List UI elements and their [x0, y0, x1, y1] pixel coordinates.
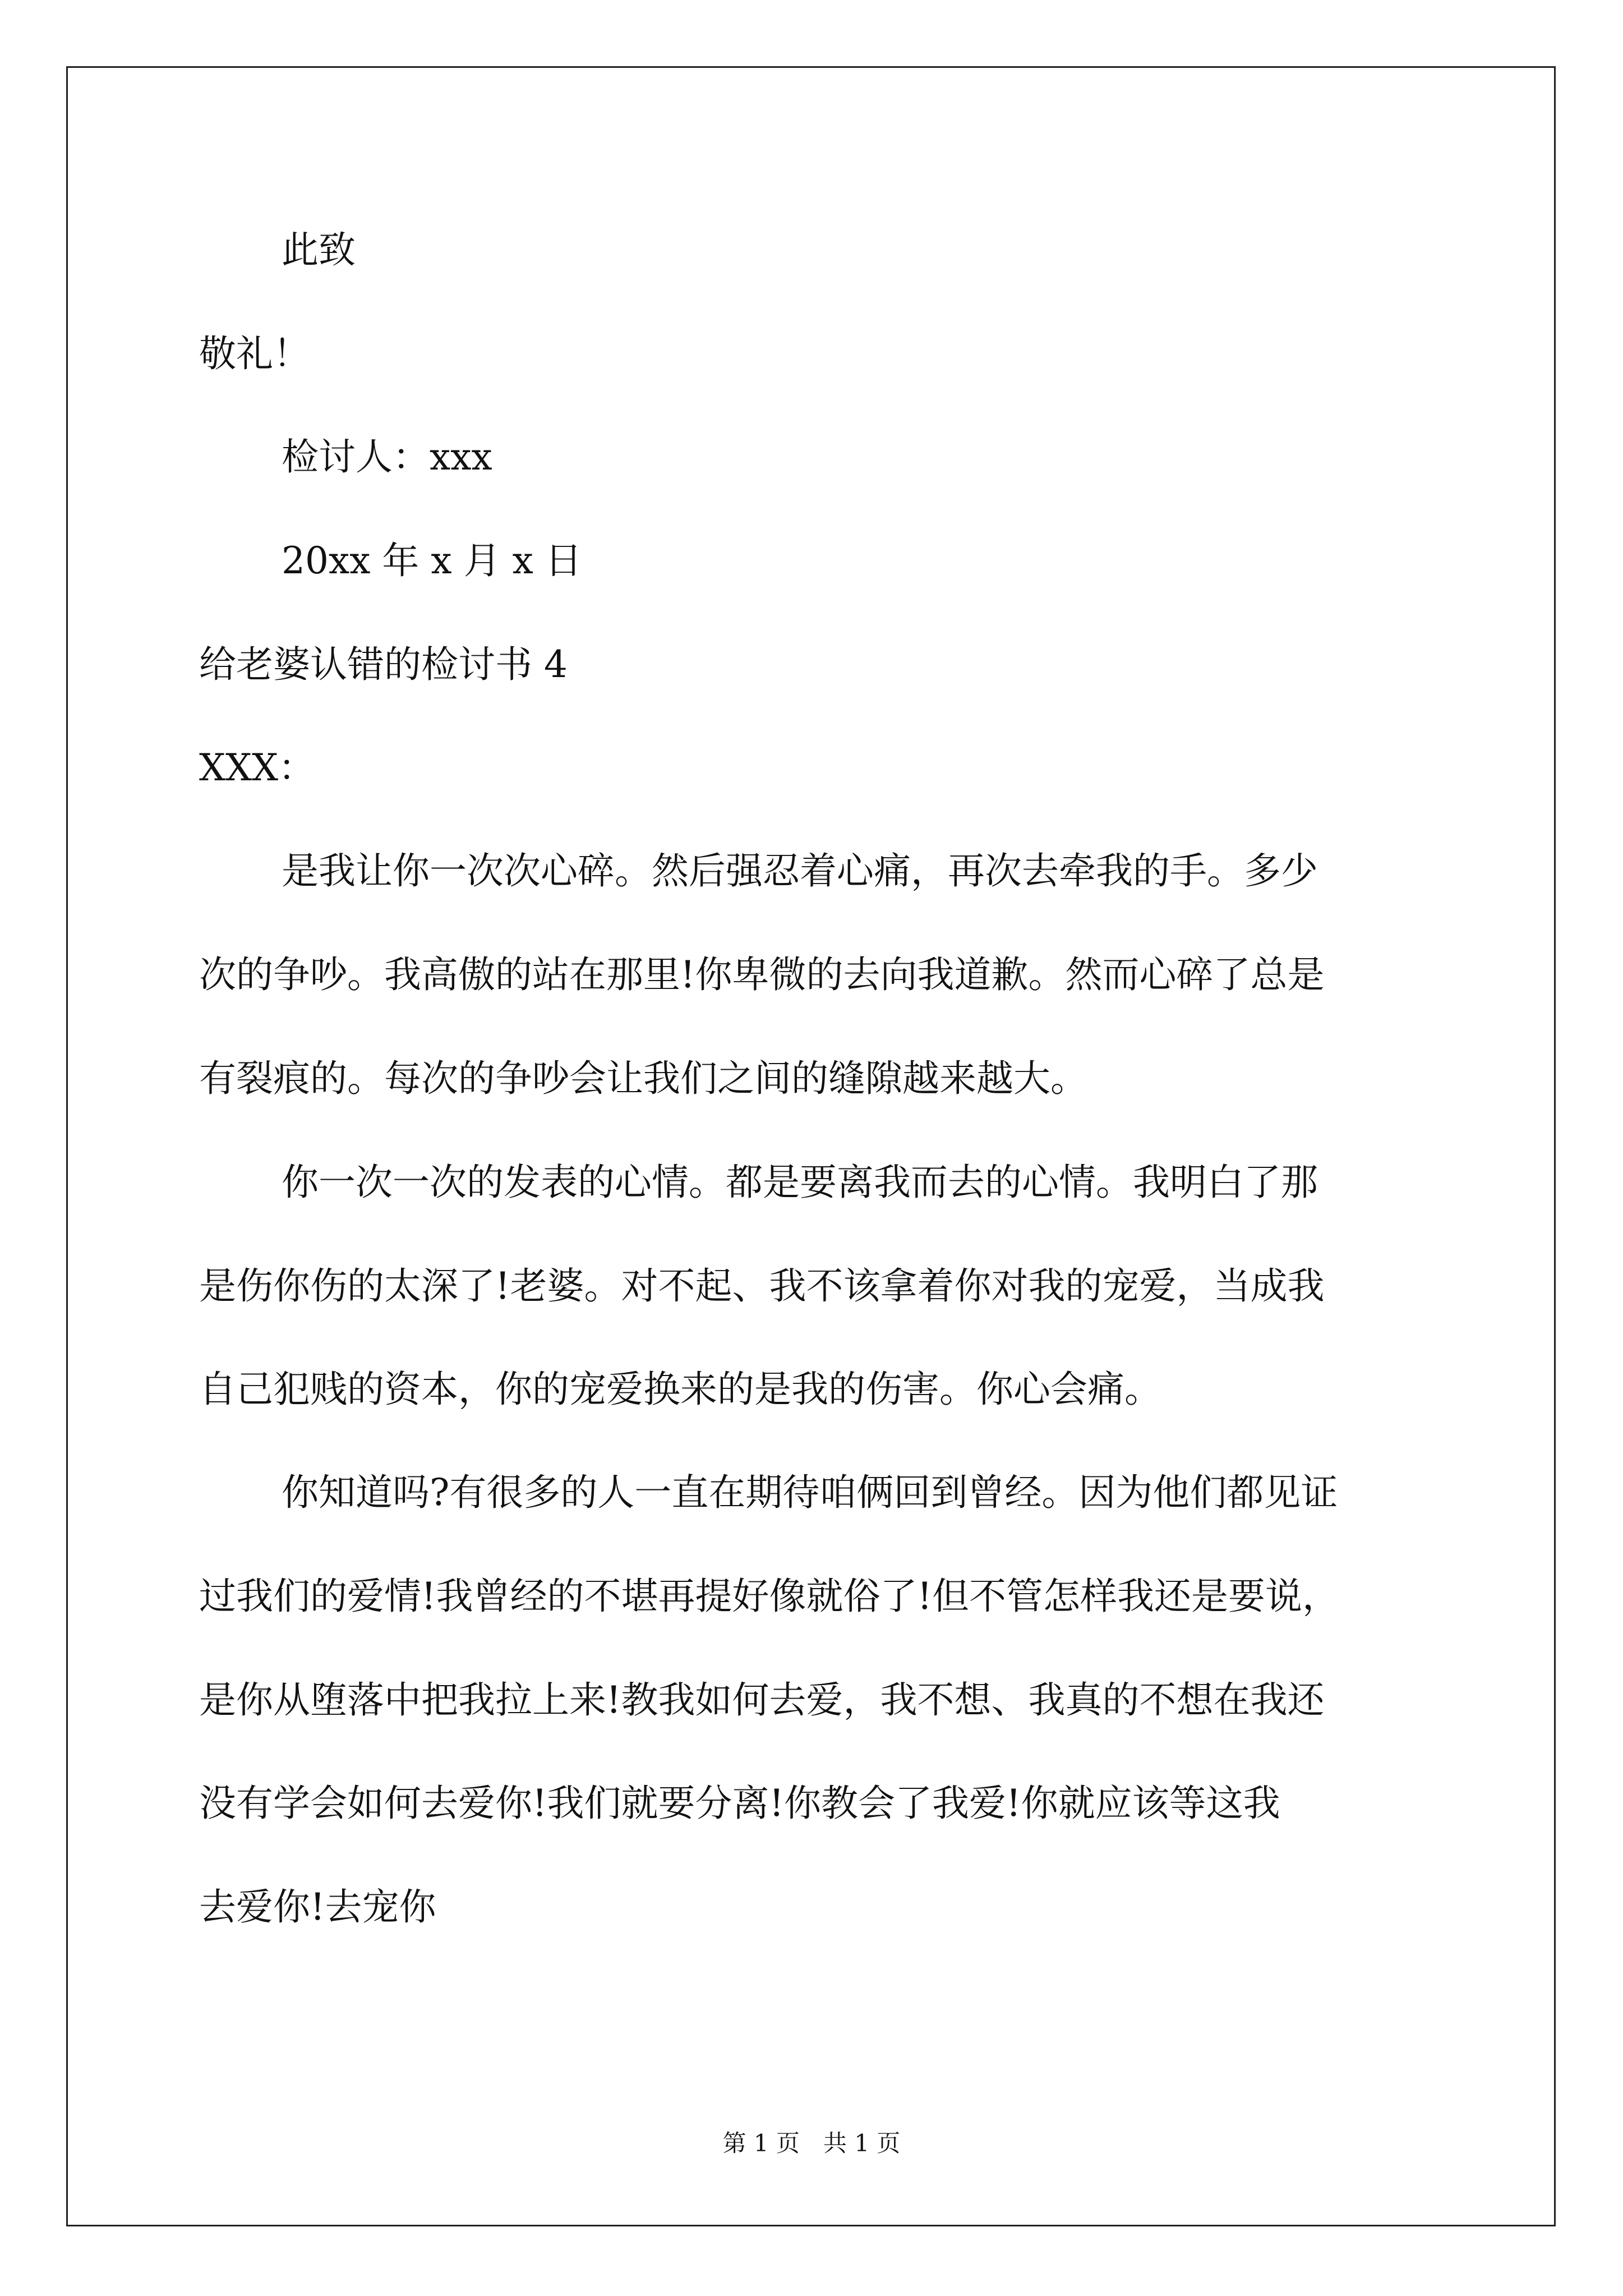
paragraph-line: 你知道吗?有很多的人一直在期待咱俩回到曾经。因为他们都见证: [282, 1471, 1338, 1514]
paragraph-line: 自己犯贱的资本，你的宠爱换来的是我的伤害。你心会痛。: [199, 1368, 1161, 1411]
section-title: 给老婆认错的检讨书 4: [199, 643, 568, 686]
paragraph-line: 去爱你!去宠你: [199, 1885, 436, 1929]
paragraph-line: 你一次一次的发表的心情。都是要离我而去的心情。我明白了那: [282, 1161, 1318, 1204]
recipient: XXX：: [199, 746, 315, 789]
closing-signer: 检讨人：xxx: [282, 435, 492, 478]
paragraph-line: 没有学会如何去爱你!我们就要分离!你教会了我爱!你就应该等这我: [199, 1782, 1280, 1825]
closing-regards: 敬礼！: [199, 332, 310, 375]
closing-salutation: 此致: [282, 228, 356, 272]
paragraph-line: 有裂痕的。每次的争吵会让我们之间的缝隙越来越大。: [199, 1057, 1087, 1100]
paragraph-line: 是你从堕落中把我拉上来!教我如何去爱，我不想、我真的不想在我还: [199, 1678, 1325, 1722]
paragraph-line: 过我们的爱情!我曾经的不堪再提好像就俗了!但不管怎样我还是要说，: [199, 1575, 1340, 1618]
closing-date: 20xx 年 x 月 x 日: [282, 539, 582, 582]
paragraph-line: 次的争吵。我高傲的站在那里!你卑微的去向我道歉。然而心碎了总是: [199, 953, 1325, 996]
page-footer: 第 1 页 共 1 页: [722, 2129, 901, 2157]
paragraph-line: 是伤你伤的太深了!老婆。对不起、我不该拿着你对我的宠爱，当成我: [199, 1264, 1325, 1308]
paragraph-line: 是我让你一次次心碎。然后强忍着心痛，再次去牵我的手。多少: [282, 849, 1318, 892]
